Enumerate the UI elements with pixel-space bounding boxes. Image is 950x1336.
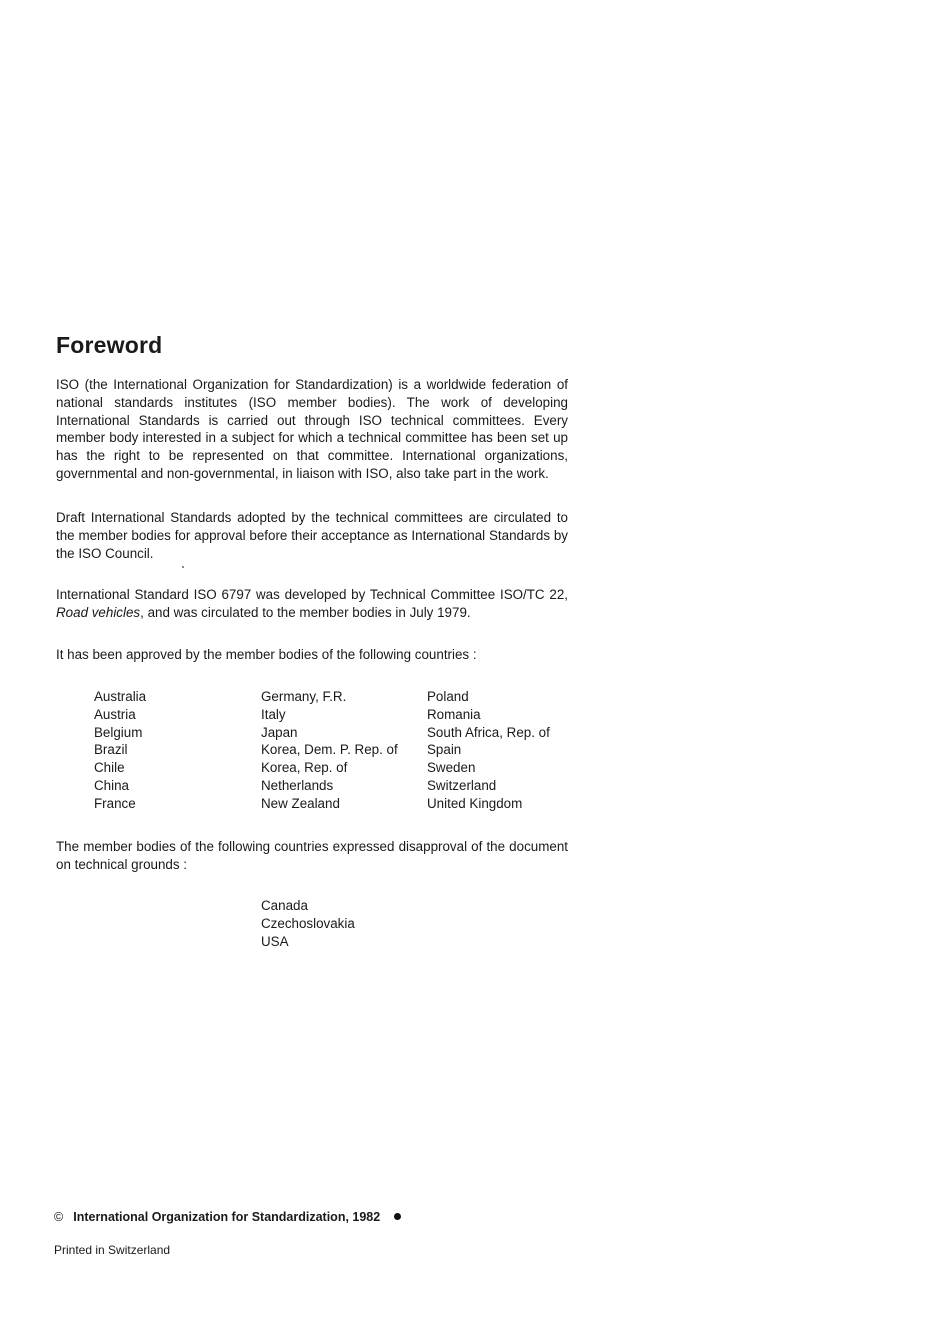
paragraph-disapproval-intro: The member bodies of the following countries expressed disapproval of the document on technical grounds : xyxy=(56,839,568,872)
copyright-text: International Organization for Standardization, 1982 xyxy=(73,1210,381,1224)
bullet-icon xyxy=(394,1213,401,1220)
copyright-line xyxy=(54,1210,401,1224)
paragraph-draft-standards: Draft International Standards adopted by the technical committees are circulated to the member bodies for approval before their acceptance as International Standards by the ISO Council. xyxy=(56,510,568,561)
countries-column-1 xyxy=(94,688,146,813)
countries-column-2 xyxy=(261,688,398,813)
country-item: Brazil xyxy=(94,742,128,758)
country-item: Chile xyxy=(94,760,125,776)
country-item: Belgium xyxy=(94,724,143,740)
country-item: Sweden xyxy=(427,760,476,776)
disapproving-countries-list xyxy=(261,897,355,950)
p3-text-before: International Standard ISO 6797 was developed by Technical Committee ISO/TC 22, xyxy=(56,587,568,602)
printed-location: Printed in Switzerland xyxy=(54,1243,171,1257)
country-item: Romania xyxy=(427,706,481,722)
country-item: Austria xyxy=(94,706,136,722)
country-item: South Africa, Rep. of xyxy=(427,724,550,740)
page-title: Foreword xyxy=(56,332,163,358)
countries-column-3 xyxy=(427,688,550,813)
country-item: Switzerland xyxy=(427,777,497,793)
country-item: Spain xyxy=(427,742,462,758)
paragraph-iso-description: ISO (the International Organization for Standardization) is a worldwide federation of national standards institutes (ISO member bodies). The work of developing International Standards is carried out through ISO technical committees. Every member body interested in a subject for which a technical committee has been set up has the right to be represented on that committee. International organizations, governmental and non-governmental, in liaison with ISO, also take part in the work. xyxy=(56,377,568,481)
country-item: Australia xyxy=(94,689,147,704)
country-item: New Zealand xyxy=(261,795,340,811)
country-item: Japan xyxy=(261,724,298,740)
country-item: Canada xyxy=(261,898,308,913)
p3-text-after: , and was circulated to the member bodies in July 1979. xyxy=(140,604,471,620)
committee-name: Road vehicles xyxy=(56,604,141,620)
country-item: Korea, Rep. of xyxy=(261,760,348,776)
country-item: Poland xyxy=(427,689,469,704)
paragraph-approval-intro: It has been approved by the member bodies of the following countries : xyxy=(56,647,477,662)
country-item: Germany, F.R. xyxy=(261,689,347,704)
country-item: China xyxy=(94,777,129,793)
country-item: USA xyxy=(261,933,289,949)
country-item: Czechoslovakia xyxy=(261,915,355,931)
country-item: Italy xyxy=(261,706,286,722)
country-item: Korea, Dem. P. Rep. of xyxy=(261,742,398,758)
paragraph-standard-development xyxy=(56,586,568,622)
country-item: Netherlands xyxy=(261,777,334,793)
copyright-icon: © xyxy=(54,1210,64,1224)
country-item: France xyxy=(94,795,136,811)
stray-mark xyxy=(182,566,184,568)
country-item: United Kingdom xyxy=(427,795,523,811)
